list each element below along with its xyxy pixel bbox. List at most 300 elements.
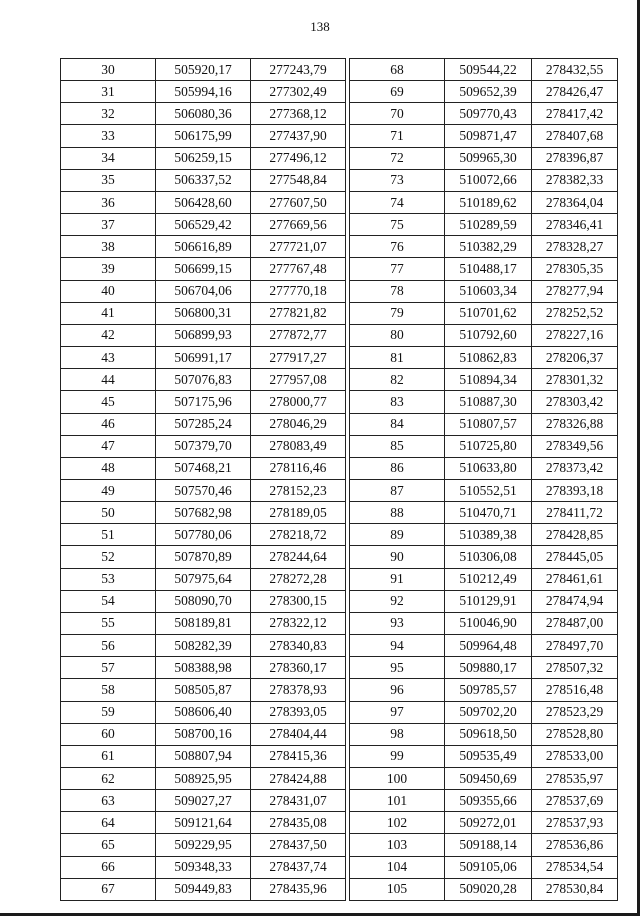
x-coordinate-cell: 509652,39 <box>445 81 532 103</box>
y-coordinate-cell: 278244,64 <box>251 546 346 568</box>
point-number-cell: 38 <box>61 236 156 258</box>
point-number-cell: 93 <box>350 612 445 634</box>
y-coordinate-cell: 278445,05 <box>532 546 618 568</box>
table-row <box>350 280 618 302</box>
point-number-cell: 48 <box>61 457 156 479</box>
y-coordinate-cell: 278322,12 <box>251 612 346 634</box>
x-coordinate-cell: 508925,95 <box>156 768 251 790</box>
table-row <box>61 347 346 369</box>
point-number-cell: 91 <box>350 568 445 590</box>
y-coordinate-cell: 278000,77 <box>251 391 346 413</box>
x-coordinate-cell: 510129,91 <box>445 590 532 612</box>
table-row <box>350 657 618 679</box>
y-coordinate-cell: 278426,47 <box>532 81 618 103</box>
x-coordinate-cell: 509871,47 <box>445 125 532 147</box>
x-coordinate-cell: 509105,06 <box>445 856 532 878</box>
table-row <box>350 169 618 191</box>
x-coordinate-cell: 509027,27 <box>156 790 251 812</box>
x-coordinate-cell: 506529,42 <box>156 214 251 236</box>
point-number-cell: 83 <box>350 391 445 413</box>
point-number-cell: 62 <box>61 768 156 790</box>
x-coordinate-cell: 509880,17 <box>445 657 532 679</box>
table-row <box>61 214 346 236</box>
y-coordinate-cell: 278346,41 <box>532 214 618 236</box>
x-coordinate-cell: 509188,14 <box>445 834 532 856</box>
x-coordinate-cell: 510887,30 <box>445 391 532 413</box>
point-number-cell: 84 <box>350 413 445 435</box>
point-number-cell: 37 <box>61 214 156 236</box>
y-coordinate-cell: 278461,61 <box>532 568 618 590</box>
point-number-cell: 69 <box>350 81 445 103</box>
y-coordinate-cell: 278227,16 <box>532 324 618 346</box>
table-row <box>61 413 346 435</box>
point-number-cell: 100 <box>350 768 445 790</box>
y-coordinate-cell: 278431,07 <box>251 790 346 812</box>
point-number-cell: 104 <box>350 856 445 878</box>
table-row <box>61 324 346 346</box>
point-number-cell: 97 <box>350 701 445 723</box>
x-coordinate-cell: 507175,96 <box>156 391 251 413</box>
table-row <box>350 214 618 236</box>
table-row <box>61 236 346 258</box>
point-number-cell: 88 <box>350 502 445 524</box>
y-coordinate-cell: 278516,48 <box>532 679 618 701</box>
table-row <box>61 568 346 590</box>
y-coordinate-cell: 277767,48 <box>251 258 346 280</box>
y-coordinate-cell: 278536,86 <box>532 834 618 856</box>
table-row <box>61 169 346 191</box>
y-coordinate-cell: 278301,32 <box>532 369 618 391</box>
y-coordinate-cell: 278373,42 <box>532 457 618 479</box>
point-number-cell: 96 <box>350 679 445 701</box>
table-row <box>350 103 618 125</box>
point-number-cell: 34 <box>61 147 156 169</box>
point-number-cell: 54 <box>61 590 156 612</box>
point-number-cell: 68 <box>350 59 445 81</box>
point-number-cell: 81 <box>350 347 445 369</box>
x-coordinate-cell: 509785,57 <box>445 679 532 701</box>
point-number-cell: 64 <box>61 812 156 834</box>
table-row <box>61 745 346 767</box>
y-coordinate-cell: 278340,83 <box>251 635 346 657</box>
point-number-cell: 75 <box>350 214 445 236</box>
table-row <box>350 568 618 590</box>
y-coordinate-cell: 278417,42 <box>532 103 618 125</box>
y-coordinate-cell: 277669,56 <box>251 214 346 236</box>
point-number-cell: 95 <box>350 657 445 679</box>
x-coordinate-cell: 506899,93 <box>156 324 251 346</box>
y-coordinate-cell: 278189,05 <box>251 502 346 524</box>
table-row <box>350 768 618 790</box>
point-number-cell: 60 <box>61 723 156 745</box>
table-row <box>350 546 618 568</box>
y-coordinate-cell: 278277,94 <box>532 280 618 302</box>
point-number-cell: 30 <box>61 59 156 81</box>
y-coordinate-cell: 278537,93 <box>532 812 618 834</box>
table-row <box>350 701 618 723</box>
y-coordinate-cell: 277437,90 <box>251 125 346 147</box>
point-number-cell: 46 <box>61 413 156 435</box>
table-row <box>350 413 618 435</box>
table-row <box>350 723 618 745</box>
point-number-cell: 102 <box>350 812 445 834</box>
point-number-cell: 105 <box>350 878 445 900</box>
x-coordinate-cell: 510725,80 <box>445 435 532 457</box>
table-row <box>350 81 618 103</box>
x-coordinate-cell: 508388,98 <box>156 657 251 679</box>
table-row <box>350 324 618 346</box>
point-number-cell: 36 <box>61 191 156 213</box>
table-row <box>61 635 346 657</box>
table-row <box>350 125 618 147</box>
table-row <box>61 59 346 81</box>
table-row <box>61 369 346 391</box>
y-coordinate-cell: 278396,87 <box>532 147 618 169</box>
y-coordinate-cell: 278328,27 <box>532 236 618 258</box>
point-number-cell: 65 <box>61 834 156 856</box>
y-coordinate-cell: 278523,29 <box>532 701 618 723</box>
table-row <box>61 701 346 723</box>
x-coordinate-cell: 505994,16 <box>156 81 251 103</box>
x-coordinate-cell: 510289,59 <box>445 214 532 236</box>
point-number-cell: 77 <box>350 258 445 280</box>
x-coordinate-cell: 510306,08 <box>445 546 532 568</box>
y-coordinate-cell: 278428,85 <box>532 524 618 546</box>
y-coordinate-cell: 278411,72 <box>532 502 618 524</box>
y-coordinate-cell: 277607,50 <box>251 191 346 213</box>
y-coordinate-cell: 277548,84 <box>251 169 346 191</box>
x-coordinate-cell: 507379,70 <box>156 435 251 457</box>
table-row <box>61 657 346 679</box>
y-coordinate-cell: 278382,33 <box>532 169 618 191</box>
point-number-cell: 85 <box>350 435 445 457</box>
table-row <box>61 280 346 302</box>
point-number-cell: 90 <box>350 546 445 568</box>
x-coordinate-cell: 510072,66 <box>445 169 532 191</box>
point-number-cell: 44 <box>61 369 156 391</box>
x-coordinate-cell: 510382,29 <box>445 236 532 258</box>
table-row <box>61 81 346 103</box>
table-row <box>350 59 618 81</box>
point-number-cell: 43 <box>61 347 156 369</box>
table-row <box>61 103 346 125</box>
point-number-cell: 71 <box>350 125 445 147</box>
y-coordinate-cell: 278404,44 <box>251 723 346 745</box>
point-number-cell: 76 <box>350 236 445 258</box>
x-coordinate-cell: 507682,98 <box>156 502 251 524</box>
table-row <box>61 302 346 324</box>
point-number-cell: 73 <box>350 169 445 191</box>
y-coordinate-cell: 278305,35 <box>532 258 618 280</box>
table-row <box>350 612 618 634</box>
table-row <box>350 302 618 324</box>
x-coordinate-cell: 507570,46 <box>156 479 251 501</box>
y-coordinate-cell: 278535,97 <box>532 768 618 790</box>
table-row <box>61 502 346 524</box>
x-coordinate-cell: 510389,38 <box>445 524 532 546</box>
y-coordinate-cell: 278424,88 <box>251 768 346 790</box>
table-row <box>350 391 618 413</box>
x-coordinate-cell: 508090,70 <box>156 590 251 612</box>
x-coordinate-cell: 510862,83 <box>445 347 532 369</box>
point-number-cell: 94 <box>350 635 445 657</box>
table-row <box>350 524 618 546</box>
x-coordinate-cell: 506080,36 <box>156 103 251 125</box>
y-coordinate-cell: 278415,36 <box>251 745 346 767</box>
point-number-cell: 45 <box>61 391 156 413</box>
table-row <box>350 679 618 701</box>
table-row <box>350 812 618 834</box>
y-coordinate-cell: 277821,82 <box>251 302 346 324</box>
x-coordinate-cell: 506704,06 <box>156 280 251 302</box>
table-row <box>61 258 346 280</box>
x-coordinate-cell: 510603,34 <box>445 280 532 302</box>
x-coordinate-cell: 510633,80 <box>445 457 532 479</box>
x-coordinate-cell: 510552,51 <box>445 479 532 501</box>
table-row <box>350 856 618 878</box>
point-number-cell: 87 <box>350 479 445 501</box>
point-number-cell: 49 <box>61 479 156 501</box>
point-number-cell: 50 <box>61 502 156 524</box>
point-number-cell: 98 <box>350 723 445 745</box>
y-coordinate-cell: 277243,79 <box>251 59 346 81</box>
x-coordinate-cell: 506259,15 <box>156 147 251 169</box>
table-row <box>350 878 618 900</box>
y-coordinate-cell: 278206,37 <box>532 347 618 369</box>
table-row <box>350 479 618 501</box>
point-number-cell: 101 <box>350 790 445 812</box>
y-coordinate-cell: 278530,84 <box>532 878 618 900</box>
point-number-cell: 58 <box>61 679 156 701</box>
x-coordinate-cell: 507780,06 <box>156 524 251 546</box>
point-number-cell: 59 <box>61 701 156 723</box>
table-row <box>61 147 346 169</box>
y-coordinate-cell: 278393,18 <box>532 479 618 501</box>
table-row <box>350 502 618 524</box>
point-number-cell: 53 <box>61 568 156 590</box>
table-row <box>61 524 346 546</box>
y-coordinate-cell: 278528,80 <box>532 723 618 745</box>
y-coordinate-cell: 278537,69 <box>532 790 618 812</box>
point-number-cell: 33 <box>61 125 156 147</box>
point-number-cell: 31 <box>61 81 156 103</box>
point-number-cell: 72 <box>350 147 445 169</box>
point-number-cell: 67 <box>61 878 156 900</box>
table-row <box>61 612 346 634</box>
x-coordinate-cell: 510046,90 <box>445 612 532 634</box>
x-coordinate-cell: 510212,49 <box>445 568 532 590</box>
table-row <box>61 856 346 878</box>
table-row <box>61 479 346 501</box>
y-coordinate-cell: 277496,12 <box>251 147 346 169</box>
table-row <box>61 723 346 745</box>
x-coordinate-cell: 506991,17 <box>156 347 251 369</box>
y-coordinate-cell: 278218,72 <box>251 524 346 546</box>
table-row <box>61 546 346 568</box>
table-row <box>350 457 618 479</box>
y-coordinate-cell: 277872,77 <box>251 324 346 346</box>
point-number-cell: 99 <box>350 745 445 767</box>
table-row <box>61 590 346 612</box>
point-number-cell: 55 <box>61 612 156 634</box>
table-row <box>61 790 346 812</box>
x-coordinate-cell: 509770,43 <box>445 103 532 125</box>
y-coordinate-cell: 278349,56 <box>532 435 618 457</box>
table-row <box>350 790 618 812</box>
point-number-cell: 35 <box>61 169 156 191</box>
table-row <box>350 236 618 258</box>
table-row <box>61 191 346 213</box>
x-coordinate-cell: 507076,83 <box>156 369 251 391</box>
x-coordinate-cell: 508700,16 <box>156 723 251 745</box>
y-coordinate-cell: 277721,07 <box>251 236 346 258</box>
y-coordinate-cell: 278534,54 <box>532 856 618 878</box>
y-coordinate-cell: 278432,55 <box>532 59 618 81</box>
table-row <box>350 635 618 657</box>
point-number-cell: 56 <box>61 635 156 657</box>
x-coordinate-cell: 508189,81 <box>156 612 251 634</box>
x-coordinate-cell: 507285,24 <box>156 413 251 435</box>
x-coordinate-cell: 506616,89 <box>156 236 251 258</box>
x-coordinate-cell: 509355,66 <box>445 790 532 812</box>
y-coordinate-cell: 278364,04 <box>532 191 618 213</box>
x-coordinate-cell: 510792,60 <box>445 324 532 346</box>
point-number-cell: 42 <box>61 324 156 346</box>
table-row <box>350 147 618 169</box>
y-coordinate-cell: 277957,08 <box>251 369 346 391</box>
table-row <box>350 347 618 369</box>
x-coordinate-cell: 507468,21 <box>156 457 251 479</box>
x-coordinate-cell: 509965,30 <box>445 147 532 169</box>
table-row <box>350 435 618 457</box>
table-row <box>61 391 346 413</box>
x-coordinate-cell: 509121,64 <box>156 812 251 834</box>
x-coordinate-cell: 510189,62 <box>445 191 532 213</box>
y-coordinate-cell: 278152,23 <box>251 479 346 501</box>
x-coordinate-cell: 509618,50 <box>445 723 532 745</box>
table-row <box>350 834 618 856</box>
x-coordinate-cell: 508282,39 <box>156 635 251 657</box>
x-coordinate-cell: 509964,48 <box>445 635 532 657</box>
table-row <box>61 457 346 479</box>
table-row <box>61 125 346 147</box>
x-coordinate-cell: 506175,99 <box>156 125 251 147</box>
x-coordinate-cell: 509348,33 <box>156 856 251 878</box>
point-number-cell: 82 <box>350 369 445 391</box>
x-coordinate-cell: 506699,15 <box>156 258 251 280</box>
y-coordinate-cell: 277770,18 <box>251 280 346 302</box>
point-number-cell: 79 <box>350 302 445 324</box>
y-coordinate-cell: 277917,27 <box>251 347 346 369</box>
x-coordinate-cell: 507975,64 <box>156 568 251 590</box>
point-number-cell: 74 <box>350 191 445 213</box>
table-row <box>61 768 346 790</box>
point-number-cell: 92 <box>350 590 445 612</box>
y-coordinate-cell: 278083,49 <box>251 435 346 457</box>
y-coordinate-cell: 278116,46 <box>251 457 346 479</box>
coordinates-table-right-body <box>350 59 618 901</box>
point-number-cell: 40 <box>61 280 156 302</box>
x-coordinate-cell: 509450,69 <box>445 768 532 790</box>
point-number-cell: 51 <box>61 524 156 546</box>
y-coordinate-cell: 278272,28 <box>251 568 346 590</box>
x-coordinate-cell: 510894,34 <box>445 369 532 391</box>
x-coordinate-cell: 508807,94 <box>156 745 251 767</box>
y-coordinate-cell: 278437,74 <box>251 856 346 878</box>
table-row <box>350 590 618 612</box>
point-number-cell: 78 <box>350 280 445 302</box>
x-coordinate-cell: 506800,31 <box>156 302 251 324</box>
y-coordinate-cell: 277302,49 <box>251 81 346 103</box>
point-number-cell: 63 <box>61 790 156 812</box>
y-coordinate-cell: 278046,29 <box>251 413 346 435</box>
point-number-cell: 70 <box>350 103 445 125</box>
coordinates-table-left <box>60 58 346 901</box>
point-number-cell: 89 <box>350 524 445 546</box>
y-coordinate-cell: 278474,94 <box>532 590 618 612</box>
y-coordinate-cell: 278300,15 <box>251 590 346 612</box>
point-number-cell: 66 <box>61 856 156 878</box>
point-number-cell: 57 <box>61 657 156 679</box>
y-coordinate-cell: 278437,50 <box>251 834 346 856</box>
x-coordinate-cell: 505920,17 <box>156 59 251 81</box>
table-row <box>61 834 346 856</box>
y-coordinate-cell: 277368,12 <box>251 103 346 125</box>
x-coordinate-cell: 508505,87 <box>156 679 251 701</box>
y-coordinate-cell: 278378,93 <box>251 679 346 701</box>
page-number: 138 <box>310 19 330 34</box>
y-coordinate-cell: 278326,88 <box>532 413 618 435</box>
table-row <box>61 679 346 701</box>
point-number-cell: 41 <box>61 302 156 324</box>
y-coordinate-cell: 278533,00 <box>532 745 618 767</box>
point-number-cell: 80 <box>350 324 445 346</box>
table-row <box>350 369 618 391</box>
point-number-cell: 47 <box>61 435 156 457</box>
table-row <box>61 812 346 834</box>
x-coordinate-cell: 510701,62 <box>445 302 532 324</box>
x-coordinate-cell: 509535,49 <box>445 745 532 767</box>
x-coordinate-cell: 507870,89 <box>156 546 251 568</box>
y-coordinate-cell: 278393,05 <box>251 701 346 723</box>
table-row <box>350 745 618 767</box>
table-row <box>350 191 618 213</box>
x-coordinate-cell: 509449,83 <box>156 878 251 900</box>
y-coordinate-cell: 278487,00 <box>532 612 618 634</box>
x-coordinate-cell: 509020,28 <box>445 878 532 900</box>
point-number-cell: 39 <box>61 258 156 280</box>
point-number-cell: 86 <box>350 457 445 479</box>
table-row <box>61 435 346 457</box>
table-row <box>61 878 346 900</box>
y-coordinate-cell: 278407,68 <box>532 125 618 147</box>
x-coordinate-cell: 506337,52 <box>156 169 251 191</box>
point-number-cell: 103 <box>350 834 445 856</box>
y-coordinate-cell: 278507,32 <box>532 657 618 679</box>
point-number-cell: 52 <box>61 546 156 568</box>
x-coordinate-cell: 509544,22 <box>445 59 532 81</box>
x-coordinate-cell: 510488,17 <box>445 258 532 280</box>
point-number-cell: 61 <box>61 745 156 767</box>
table-row <box>350 258 618 280</box>
x-coordinate-cell: 508606,40 <box>156 701 251 723</box>
x-coordinate-cell: 509272,01 <box>445 812 532 834</box>
y-coordinate-cell: 278252,52 <box>532 302 618 324</box>
y-coordinate-cell: 278435,96 <box>251 878 346 900</box>
y-coordinate-cell: 278360,17 <box>251 657 346 679</box>
x-coordinate-cell: 509702,20 <box>445 701 532 723</box>
x-coordinate-cell: 510807,57 <box>445 413 532 435</box>
